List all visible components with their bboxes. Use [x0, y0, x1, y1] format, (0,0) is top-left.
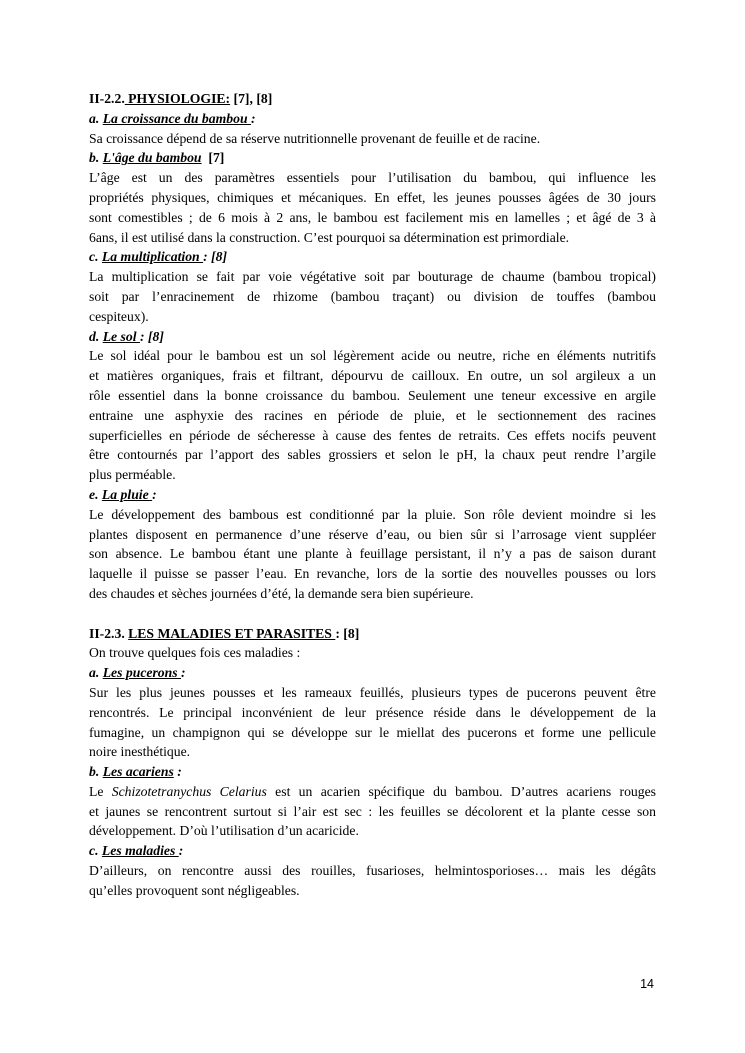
paragraph-line: qu’elles provoquent sont négligeables. — [89, 882, 300, 898]
paragraph-line: Le sol idéal pour le bambou est un sol légèrement acide ou neutre, riche en éléments nutritifs — [89, 348, 656, 364]
paragraph-line: soit par l’enracinement de rhizome (bambou traçant) ou division de touffes (bambou — [89, 288, 656, 304]
paragraph-line: et jaunes se rencontrent surtout si l’air est sec : les feuilles se décolorent et la plante cesse son — [89, 803, 656, 819]
paragraph-line: fumagine, un champignon qui se développe sur le miellat des pucerons et forme une pellicule — [89, 724, 656, 740]
section-number: II-2.3. — [89, 625, 129, 641]
subheading-pluie: e. La pluie : — [89, 486, 157, 502]
section-heading-maladies — [89, 624, 656, 644]
paragraph-line: Le développement des bambous est conditionné par la pluie. Son rôle devient moindre si les — [89, 506, 656, 522]
paragraph-line: plantes disposent en permanence d’une réserve d’eau, ou bien sûr si l’arrosage vient suppléer — [89, 526, 656, 542]
paragraph-line: Sur les plus jeunes pousses et les rameaux feuillés, plusieurs types de pucerons peuvent être — [89, 684, 656, 700]
paragraph-line: laquelle il puisse se passer l’eau. En revanche, lors de la sortie des nouvelles pousses ou lors — [89, 566, 656, 582]
paragraph-line: développement. D’où l’utilisation d’un acaricide. — [89, 823, 359, 839]
section-heading-physiologie — [89, 89, 656, 109]
paragraph-line: La multiplication se fait par voie végétative soit par bouturage de chaume (bambou tropical) — [89, 269, 656, 285]
subheading-sol: d. Le sol : [8] — [89, 328, 164, 344]
paragraph-line: rôle essentiel dans la bonne croissance du bambou. Seulement une teneur excessive en argile — [89, 387, 656, 403]
section-title: LES MALADIES ET PARASITES — [128, 625, 336, 641]
paragraph-line: plus perméable. — [89, 467, 176, 483]
paragraph-line: 6ans, il est utilisé dans la construction. C’est pourquoi sa détermination est primordiale. — [89, 229, 570, 245]
paragraph-line: L’âge est un des paramètres essentiels pour l’utilisation du bambou, qui influence les — [89, 170, 656, 186]
paragraph-line: D’ailleurs, on rencontre aussi des rouilles, fusarioses, helmintosporioses… mais les dégâts — [89, 863, 656, 879]
paragraph-line: propriétés physiques, chimiques et mécaniques. En effet, les jeunes pousses âgées de 30 jours — [89, 189, 656, 205]
section-title: PHYSIOLOGIE: — [124, 91, 231, 106]
section-number: II-2.2. — [89, 91, 125, 106]
subheading-multiplication: c. La multiplication : [8] — [89, 249, 228, 265]
paragraph-line: son absence. Le bambou étant une plante à feuillage persistant, il n’y a pas de saison durant — [89, 546, 656, 562]
paragraph-line: être contournés par l’apport des sables grossiers et selon le pH, la chaux peut rendre l’argile — [89, 447, 656, 463]
subheading-pucerons: a. Les pucerons : — [89, 665, 186, 681]
subheading-age: b. L'âge du bambou [7] — [89, 150, 225, 166]
paragraph-line: et matières organiques, frais et filtrant, dépourvu de cailloux. En outre, un sol argileux a un — [89, 368, 656, 384]
subheading-acariens: b. Les acariens : — [89, 764, 182, 780]
section-references: [7], [8] — [230, 91, 273, 106]
paragraph-line: Sa croissance dépend de sa réserve nutritionnelle provenant de feuille et de racine. — [89, 130, 541, 146]
section-references: : [8] — [335, 625, 360, 641]
document-page — [89, 89, 656, 901]
paragraph-line: cespiteux). — [89, 308, 149, 324]
paragraph-line: sont comestibles ; de 6 mois à 2 ans, le bambou est facilement mis en lamelles ; et âgé de 3 à — [89, 209, 656, 225]
paragraph-line: Le Schizotetranychus Celarius est un acarien spécifique du bambou. D’autres acariens rouges — [89, 783, 657, 799]
paragraph-line: noire inesthétique. — [89, 744, 191, 760]
paragraph-line: des chaudes et sèches journées d’été, la demande sera bien supérieure. — [89, 585, 474, 601]
paragraph-line: superficielles en période de sécheresse à cause des fentes de retraits. Ces effets nocifs peuvent — [89, 427, 656, 443]
paragraph-line: rencontrés. Le principal inconvénient de leur présence réside dans le développement de la — [89, 704, 656, 720]
subheading-croissance: a. La croissance du bambou : — [89, 110, 256, 126]
subheading-maladies: c. Les maladies : — [89, 843, 184, 859]
species-name: Schizotetranychus Celarius — [111, 783, 267, 799]
page-number: 14 — [640, 977, 654, 991]
paragraph-line: entraine une asphyxie des racines en période de pluie, et le sectionnement des racines — [89, 407, 656, 423]
section-spacer — [89, 604, 656, 624]
section-intro: On trouve quelques fois ces maladies : — [89, 645, 301, 661]
